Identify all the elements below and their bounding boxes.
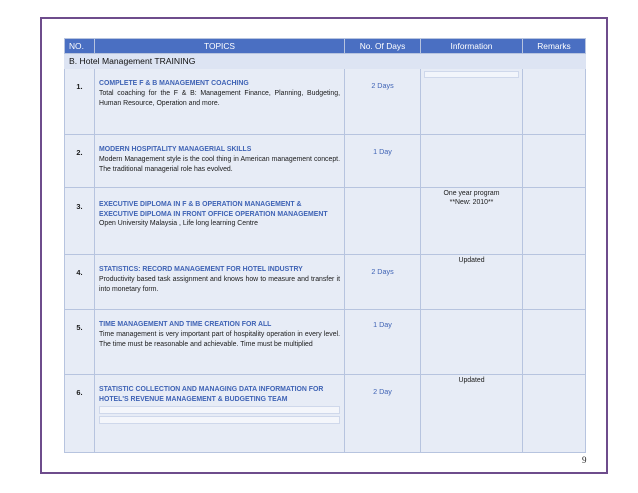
information-cell bbox=[421, 135, 523, 188]
days-cell: 1 Day bbox=[345, 310, 421, 375]
topic-cell bbox=[95, 310, 345, 375]
header-no: NO. bbox=[65, 39, 95, 54]
remarks-cell bbox=[523, 375, 586, 453]
remarks-cell bbox=[523, 310, 586, 375]
inner-box bbox=[424, 71, 519, 78]
remarks-cell bbox=[523, 255, 586, 310]
row-number: 6. bbox=[65, 375, 95, 453]
information-cell: Updated bbox=[421, 255, 523, 310]
page-number: 9 bbox=[582, 455, 587, 465]
topic-cell bbox=[95, 188, 345, 255]
table-row bbox=[65, 375, 586, 453]
topic-title: STATISTICS: RECORD MANAGEMENT FOR HOTEL INDUSTRY bbox=[99, 266, 303, 273]
row-number: 3. bbox=[65, 188, 95, 255]
table-row bbox=[65, 69, 586, 135]
topic-cell bbox=[95, 135, 345, 188]
remarks-cell bbox=[523, 135, 586, 188]
topic-title: MODERN HOSPITALITY MANAGERIAL SKILLS bbox=[99, 146, 252, 153]
table-row bbox=[65, 310, 586, 375]
table-row bbox=[65, 135, 586, 188]
information-cell: One year program **New: 2010** bbox=[421, 188, 523, 255]
row-number: 1. bbox=[65, 69, 95, 135]
empty-box bbox=[99, 416, 340, 424]
topic-description: Open University Malaysia , Life long learning Centre bbox=[99, 220, 258, 227]
information-cell bbox=[421, 310, 523, 375]
topic-title: COMPLETE F & B MANAGEMENT COACHING bbox=[99, 80, 249, 87]
topic-description: Productivity based task assignment and knows how to measure and transfer it into monetary form. bbox=[99, 275, 340, 293]
topic-title: STATISTIC COLLECTION AND MANAGING DATA INFORMATION FOR HOTEL'S REVENUE MANAGEMENT & BUDGETING TEAM bbox=[99, 386, 324, 403]
empty-box bbox=[99, 406, 340, 414]
topic-cell bbox=[95, 375, 345, 453]
topic-description: Total coaching for the F & B: Management Finance, Planning, Budgeting, Human Resource, Operation and more. bbox=[99, 89, 340, 107]
topic-cell bbox=[95, 255, 345, 310]
topic-cell bbox=[95, 69, 345, 135]
topic-description: Modern Management style is the cool thing in American management concept. The traditional managerial role has evolved. bbox=[99, 155, 340, 173]
days-cell: 1 Day bbox=[345, 135, 421, 188]
information-cell: Updated bbox=[421, 375, 523, 453]
header-days: No. Of Days bbox=[345, 39, 421, 54]
topic-title: EXECUTIVE DIPLOMA IN F & B OPERATION MANAGEMENT & EXECUTIVE DIPLOMA IN FRONT OFFICE OPERATION MANAGEMENT bbox=[99, 201, 328, 218]
days-cell: 2 Days bbox=[345, 255, 421, 310]
section-row bbox=[65, 54, 586, 69]
topic-title: TIME MANAGEMENT AND TIME CREATION FOR ALL bbox=[99, 321, 272, 328]
header-information: Information bbox=[421, 39, 523, 54]
row-number: 2. bbox=[65, 135, 95, 188]
header-remarks: Remarks bbox=[523, 39, 586, 54]
table-header-row bbox=[65, 39, 586, 54]
row-number: 5. bbox=[65, 310, 95, 375]
header-topics: TOPICS bbox=[95, 39, 345, 54]
days-cell: 2 Day bbox=[345, 375, 421, 453]
remarks-cell bbox=[523, 188, 586, 255]
section-title: B. Hotel Management TRAINING bbox=[65, 54, 586, 69]
days-cell bbox=[345, 188, 421, 255]
table-row bbox=[65, 188, 586, 255]
topic-description: Time management is very important part of hospitality operation in every level. The time must be reasonable and achievable. Time must be multiplied bbox=[99, 330, 340, 348]
remarks-cell bbox=[523, 69, 586, 135]
information-cell bbox=[421, 69, 523, 135]
days-cell: 2 Days bbox=[345, 69, 421, 135]
training-table bbox=[64, 38, 586, 453]
table-row bbox=[65, 255, 586, 310]
row-number: 4. bbox=[65, 255, 95, 310]
